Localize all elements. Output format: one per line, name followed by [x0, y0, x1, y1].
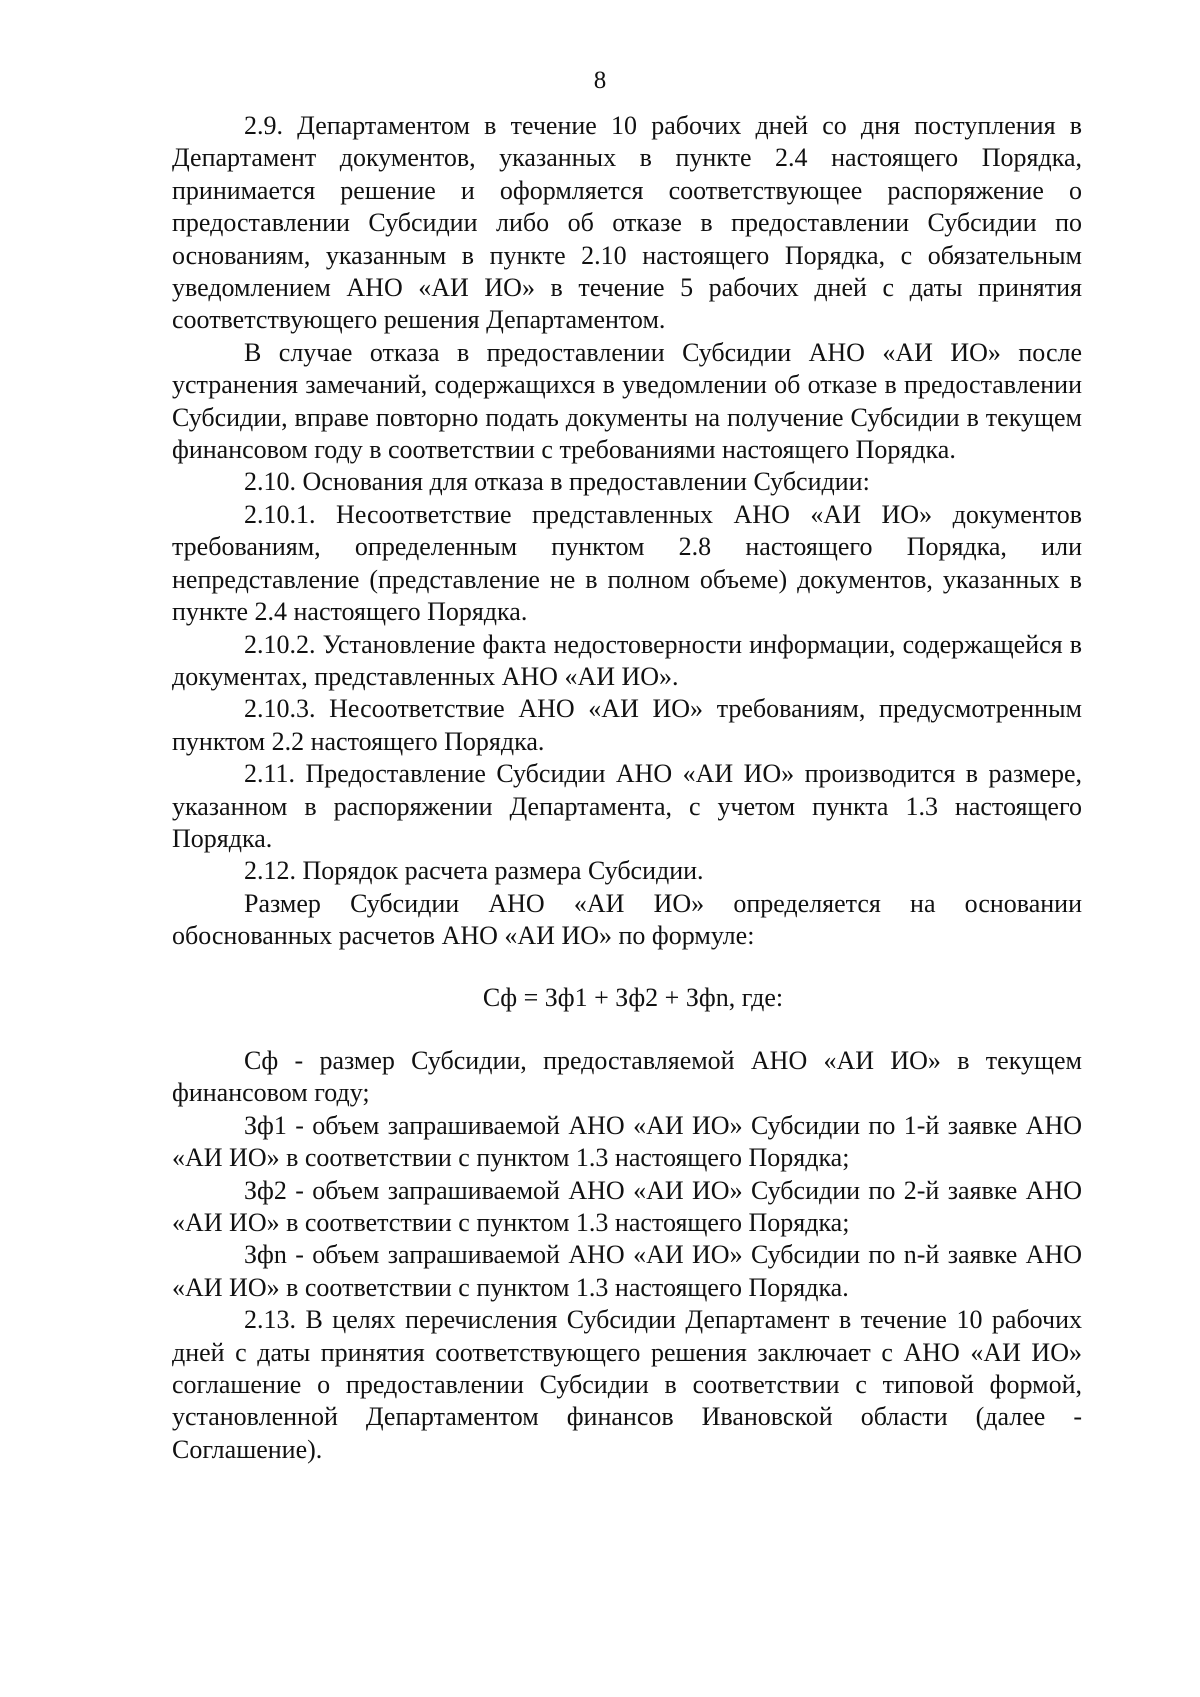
paragraph-formula-intro: Размер Субсидии АНО «АИ ИО» определяется на основании обоснованных расчетов АНО «АИ ИО» по формуле:: [172, 888, 1082, 951]
paragraph-2-12: 2.12. Порядок расчета размера Субсидии.: [244, 856, 704, 886]
paragraph-2-10-3: 2.10.3. Несоответствие АНО «АИ ИО» требованиям, предусмотренным пунктом 2.2 настоящего Порядка.: [172, 694, 1082, 756]
paragraph-2-13: 2.13. В целях перечисления Субсидии Департамент в течение 10 рабочих дней с даты принятия соответствующего решения заключает с АНО «АИ ИО» соглашение о предоставлении Субсидии в соответствии с типовой формой, установленной Департаментом финансов Ивановской области (далее - Соглашение).: [172, 1305, 1082, 1464]
paragraph-refusal-resubmission: В случае отказа в предоставлении Субсидии АНО «АИ ИО» после устранения замечаний, содержащихся в уведомлении об отказе в предоставлении Субсидии, вправе повторно подать документы на получение Субсидии в текущем финансовом году в соответствии с требованиями настоящего Порядка.: [172, 337, 1082, 465]
paragraph-2-10-2: 2.10.2. Установление факта недостоверности информации, содержащейся в документах, представленных АНО «АИ ИО».: [172, 629, 1082, 691]
document-body: [172, 110, 1082, 1466]
definition-zf1: Зф1 - объем запрашиваемой АНО «АИ ИО» Субсидии по 1-й заявке АНО «АИ ИО» в соответствии с пунктом 1.3 настоящего Порядка;: [172, 1110, 1082, 1173]
paragraph-2-11: 2.11. Предоставление Субсидии АНО «АИ ИО» производится в размере, указанном в распоряжении Департамента, с учетом пункта 1.3 настоящего Порядка.: [172, 759, 1082, 853]
paragraph-2-10-1: 2.10.1. Несоответствие представленных АНО «АИ ИО» документов требованиям, определенным пунктом 2.8 настоящего Порядка, или непредставление (представление не в полном объеме) документов, указанных в пункте 2.4 настоящего Порядка.: [172, 499, 1082, 627]
definition-zf2: Зф2 - объем запрашиваемой АНО «АИ ИО» Субсидии по 2-й заявке АНО «АИ ИО» в соответствии с пунктом 1.3 настоящего Порядка;: [172, 1175, 1082, 1237]
subsidy-formula: Сф = Зф1 + Зф2 + Зфn, где:: [482, 982, 784, 1012]
definition-zfn: Зфn - объем запрашиваемой АНО «АИ ИО» Субсидии по n-й заявке АНО «АИ ИО» в соответствии с пунктом 1.3 настоящего Порядка.: [172, 1240, 1082, 1302]
definition-sf: Сф - размер Субсидии, предоставляемой АНО «АИ ИО» в текущем финансовом году;: [172, 1045, 1082, 1108]
paragraph-2-9: 2.9. Департаментом в течение 10 рабочих дней со дня поступления в Департамент документов, указанных в пункте 2.4 настоящего Порядка, принимается решение и оформляется соответствующее распоряжение о предоставлении Субсидии либо об отказе в предоставлении Субсидии по основаниям, указанным в пункте 2.10 настоящего Порядка, с обязательным уведомлением АНО «АИ ИО» в течение 5 рабочих дней с даты принятия соответствующего решения Департаментом.: [172, 111, 1082, 335]
page-number: 8: [593, 67, 607, 94]
paragraph-2-10: 2.10. Основания для отказа в предоставлении Субсидии:: [244, 467, 870, 497]
